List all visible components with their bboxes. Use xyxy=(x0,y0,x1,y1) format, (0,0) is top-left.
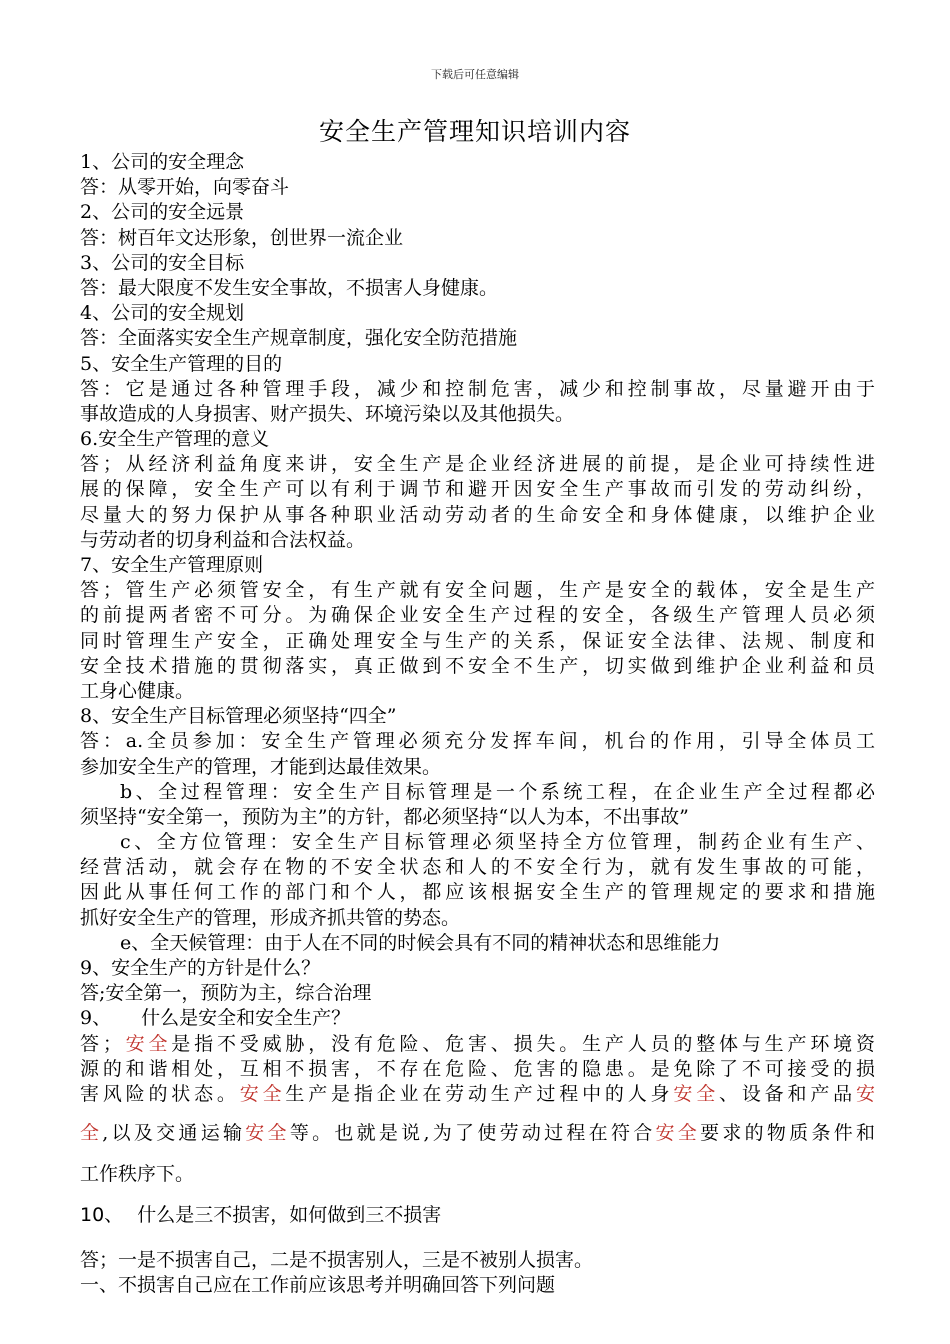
answer-text: 生产是指企业在劳动生产过程中的人身 xyxy=(285,1082,674,1105)
question-5: 5、安全生产管理的目的 xyxy=(80,352,283,375)
highlight-text: 安全 xyxy=(673,1082,720,1105)
answer-text: ,以及交通运输 xyxy=(102,1122,246,1145)
highlight-text: 安全 xyxy=(245,1122,290,1145)
answer-9b-line: 源的和谐相处，互相不损害，不存在危险、危害的隐患。是免除了不可接受的损 xyxy=(80,1057,875,1080)
answer-7-line: 的前提两者密不可分。为确保企业安全生产过程的安全，各级生产管理人员必须 xyxy=(80,604,875,627)
document-body xyxy=(80,150,875,1299)
answer-7-line: 答；管生产必须管安全，有生产就有安全问题，生产是安全的载体，安全是生产 xyxy=(80,579,875,602)
answer-8a-line: 参加安全生产的管理，才能到达最佳效果。 xyxy=(80,755,442,778)
question-10 xyxy=(80,1197,875,1234)
answer-text: 答； xyxy=(80,1032,122,1055)
answer-7-line: 同时管理生产安全，正确处理安全与生产的关系，保证安全法律、法规、制度和 xyxy=(80,629,875,652)
answer-4: 答：全面落实安全生产规章制度，强化安全防范措施 xyxy=(80,327,518,350)
answer-6-line: 答；从经济利益角度来讲，安全生产是企业经济进展的前提，是企业可持续性进 xyxy=(80,453,875,476)
answer-8c-line: 抓好安全生产的管理，形成齐抓共管的势态。 xyxy=(80,906,461,929)
answer-text: 、设备和产品 xyxy=(719,1082,856,1105)
answer-1: 答：从零开始，向零奋斗 xyxy=(80,176,290,199)
question-9b-number: 9、 xyxy=(80,1007,112,1030)
answer-9: 答;安全第一，预防为主，综合治理 xyxy=(80,982,372,1005)
question-9b-text: 什么是安全和安全生产？ xyxy=(141,1007,351,1030)
highlight-text: 安全 xyxy=(655,1122,701,1145)
answer-7-line: 工身心健康。 xyxy=(80,679,195,702)
answer-6-line: 与劳动者的切身利益和合法权益。 xyxy=(80,528,366,551)
answer-9b-line: 工作秩序下。 xyxy=(80,1163,195,1186)
question-9: 9、安全生产的方针是什么？ xyxy=(80,957,321,979)
highlight-text: 全 xyxy=(80,1122,103,1145)
answer-8a-line: 答：a.全员参加：安全生产管理必须充分发挥车间，机台的作用，引导全体员工 xyxy=(80,730,875,753)
question-4: 4、公司的安全规划 xyxy=(80,302,245,325)
answer-2: 答：树百年文达形象，创世界一流企业 xyxy=(80,226,404,249)
answer-8c-line: 经营活动，就会存在物的不安全状态和人的不安全行为，就有发生事故的可能， xyxy=(80,856,875,879)
question-1: 1、公司的安全理念 xyxy=(80,151,245,173)
header-note: 下载后可任意编辑 xyxy=(431,68,519,81)
answer-10: 答；一是不损害自己，二是不损害别人，三是不被别人损害。 xyxy=(80,1249,594,1272)
answer-8c-line: 因此从事任何工作的部门和个人，都应该根据安全生产的管理规定的要求和措施 xyxy=(80,881,875,904)
highlight-text: 安全 xyxy=(239,1082,286,1105)
answer-9b-line xyxy=(80,1082,875,1107)
answer-text: 要求的物质条件和 xyxy=(700,1122,875,1145)
question-7: 7、安全生产管理原则 xyxy=(80,554,264,576)
paragraph-one: 一、不损害自己应在工作前应该思考并明确回答下列问题 xyxy=(80,1274,556,1297)
answer-8b-line: b、全过程管理：安全生产目标管理是一个系统工程，在企业生产全过程都必 xyxy=(120,780,875,803)
answer-6-line: 展的保障，安全生产可以有利于调节和避开因安全生产事故而引发的劳动纠纷， xyxy=(80,478,875,501)
question-8: 8、安全生产目标管理必须坚持“四全” xyxy=(80,705,397,728)
question-10-number: 10、 xyxy=(80,1204,124,1227)
question-3: 3、公司的安全目标 xyxy=(80,251,245,274)
answer-7-line: 安全技术措施的贯彻落实，真正做到不安全不生产，切实做到维护企业利益和员 xyxy=(80,654,875,677)
question-6: 6.安全生产管理的意义 xyxy=(80,428,270,451)
answer-text: 害风险的状态。 xyxy=(80,1082,240,1105)
answer-3: 答：最大限度不发生安全事故，不损害人身健康。 xyxy=(80,276,499,299)
answer-9b-line xyxy=(80,1115,875,1152)
document-title: 安全生产管理知识培训内容 xyxy=(318,117,631,146)
question-2: 2、公司的安全远景 xyxy=(80,201,245,224)
answer-8e: e、全天候管理：由于人在不同的时候会具有不同的精神状态和思维能力 xyxy=(120,931,721,954)
answer-8b-line: 须坚持“安全第一，预防为主”的方针，都必须坚持“以人为本，不出事故” xyxy=(80,805,689,828)
answer-8c-line: c、全方位管理：安全生产目标管理必须坚持全方位管理，制药企业有生产、 xyxy=(120,831,875,854)
highlight-text: 安 xyxy=(855,1082,875,1105)
question-9b xyxy=(80,1006,875,1031)
highlight-text: 安全 xyxy=(121,1032,172,1055)
answer-6-line: 尽量大的努力保护从事各种职业活动劳动者的生命安全和身体健康，以维护企业 xyxy=(80,503,875,526)
answer-text: 等。也就是说,为了使劳动过程在符合 xyxy=(289,1122,656,1145)
answer-9b-line xyxy=(80,1032,875,1057)
answer-text: 是指不受威胁，没有危险、危害、损失。生产人员的整体与生产环境资 xyxy=(171,1032,875,1055)
answer-5-line: 事故造成的人身损害、财产损失、环境污染以及其他损失。 xyxy=(80,402,575,425)
question-10-text: 什么是三不损害，如何做到三不损害 xyxy=(137,1204,442,1227)
answer-5-line: 答：它是通过各种管理手段，减少和控制危害，减少和控制事故，尽量避开由于 xyxy=(80,377,875,400)
